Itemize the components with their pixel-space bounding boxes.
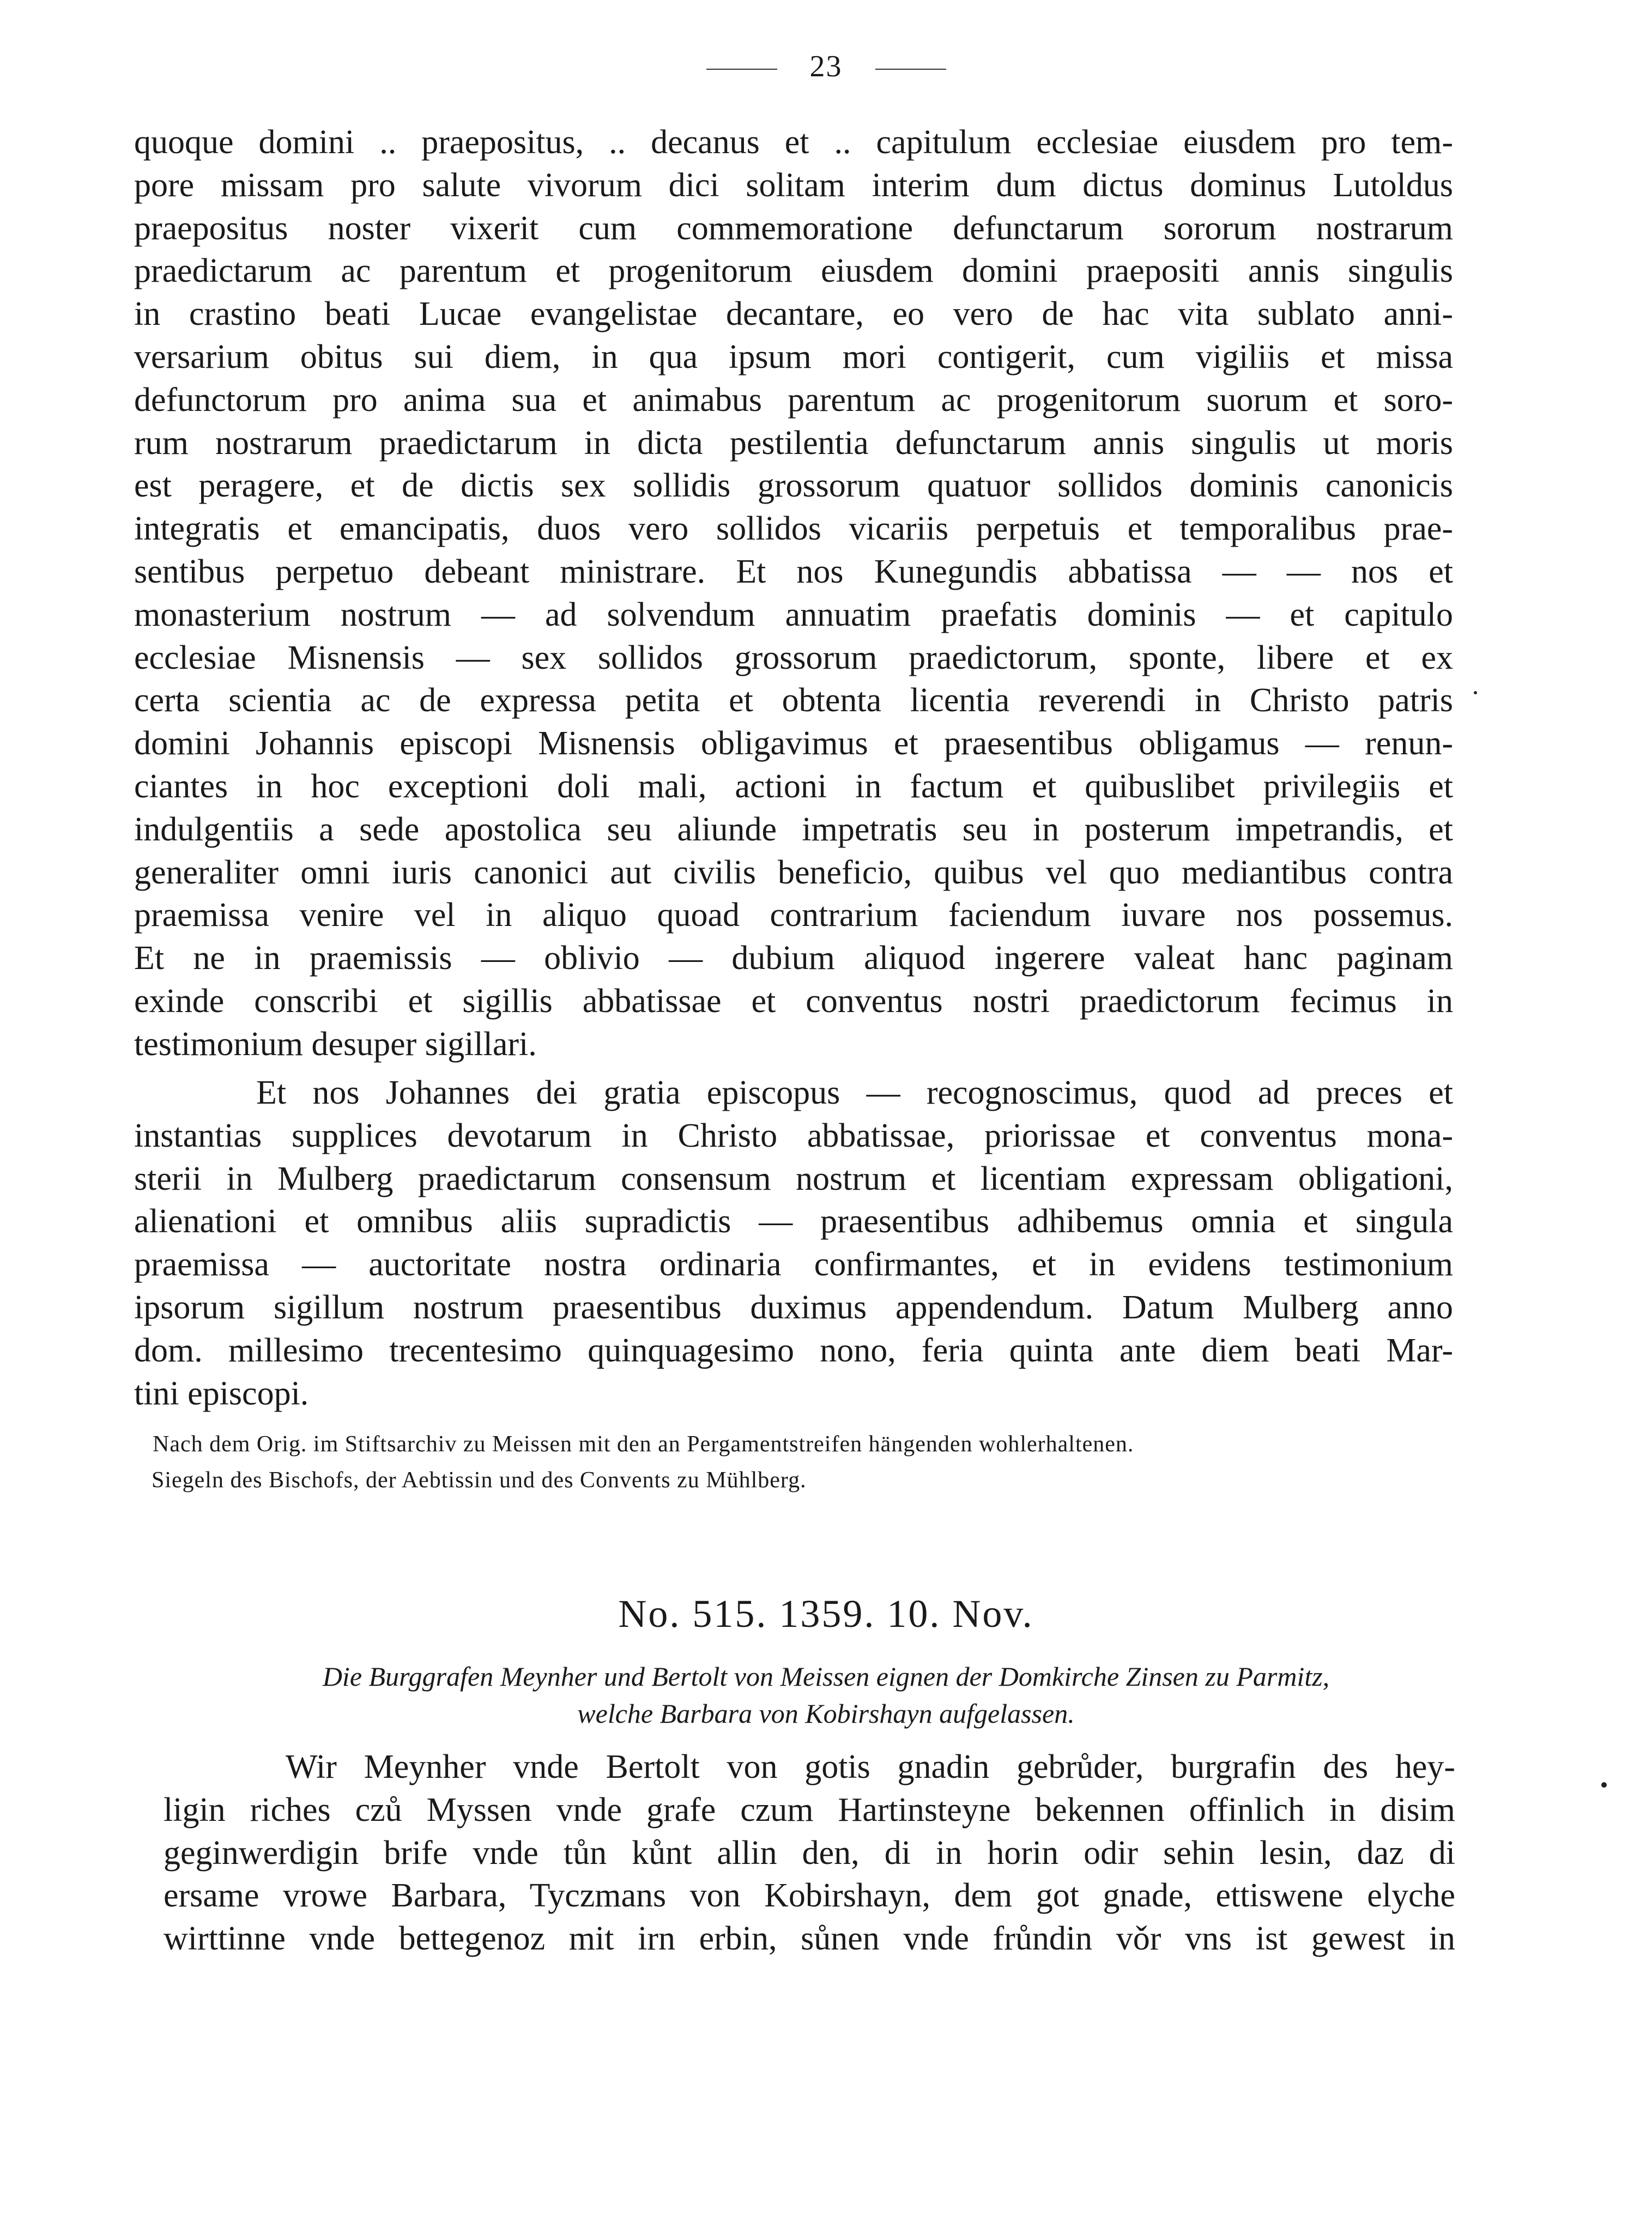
text-line: alienationi et omnibus aliis supradictis — praesentibus adhibemus omnia et singula bbox=[134, 1203, 1453, 1240]
text-line: monasterium nostrum — ad solvendum annuatim praefatis dominis — et capitulo bbox=[134, 596, 1453, 633]
print-speck bbox=[1474, 691, 1477, 694]
text-line: in crastino beati Lucae evangelistae decantare, eo vero de hac vita sublato anni- bbox=[134, 295, 1453, 333]
text-line: Wir Meynher vnde Bertolt von gotis gnadin gebrůder, burgrafin des hey- bbox=[286, 1748, 1455, 1785]
bishop-confirmation-paragraph bbox=[134, 1071, 1453, 1415]
print-speck bbox=[1601, 1782, 1607, 1788]
text-line: ersame vrowe Barbara, Tyczmans von Kobirshayn, dem got gnade, ettiswene elyche bbox=[164, 1877, 1455, 1915]
text-line: exinde conscribi et sigillis abbatissae et conventus nostri praedictorum fecimus in bbox=[134, 982, 1453, 1020]
text-line: testimonium desuper sigillari. bbox=[134, 1025, 537, 1063]
document-heading: No. 515. 1359. 10. Nov. bbox=[618, 1592, 1034, 1636]
text-line: dom. millesimo trecentesimo quinquagesimo nono, feria quinta ante diem beati Mar- bbox=[134, 1331, 1453, 1369]
text-line: ipsorum sigillum nostrum praesentibus duximus appendendum. Datum Mulberg anno bbox=[134, 1288, 1453, 1326]
text-line: geginwerdigin brife vnde tůn kůnt allin den, di in horin odir sehin lesin, daz di bbox=[164, 1834, 1455, 1872]
text-line: ecclesiae Misnensis — sex sollidos grossorum praedictorum, sponte, libere et ex bbox=[134, 639, 1453, 676]
note-line: Siegeln des Bischofs, der Aebtissin und des Convents zu Mühlberg. bbox=[152, 1468, 807, 1493]
document-summary bbox=[0, 1658, 1652, 1732]
page-header bbox=[0, 49, 1652, 84]
german-charter-text bbox=[164, 1746, 1455, 1960]
text-line: indulgentiis a sede apostolica seu aliunde impetratis seu in posterum impetrandis, et bbox=[134, 810, 1453, 848]
text-line: defunctorum pro anima sua et animabus parentum ac progenitorum suorum et soro- bbox=[134, 381, 1453, 419]
text-line: pore missam pro salute vivorum dici solitam interim dum dictus dominus Lutoldus bbox=[134, 166, 1453, 204]
text-line: ciantes in hoc exceptioni doli mali, actioni in factum et quibuslibet privilegiis et bbox=[134, 767, 1453, 805]
text-line: Et ne in praemissis — oblivio — dubium aliquod ingerere valeat hanc paginam bbox=[134, 940, 1453, 977]
text-line: versarium obitus sui diem, in qua ipsum mori contigerit, cum vigiliis et missa bbox=[134, 338, 1453, 376]
page-number: 23 bbox=[809, 50, 843, 83]
text-line: tini episcopi. bbox=[134, 1375, 309, 1412]
text-line: praedictarum ac parentum et progenitorum eiusdem domini praepositi annis singulis bbox=[134, 252, 1453, 290]
text-line: praemissa venire vel in aliquo quoad contrarium faciendum iuvare nos possemus. bbox=[134, 897, 1453, 934]
text-line: praepositus noster vixerit cum commemoratione defunctarum sororum nostrarum bbox=[134, 209, 1453, 247]
text-line: certa scientia ac de expressa petita et obtenta licentia reverendi in Christo patris bbox=[134, 682, 1453, 719]
text-line: est peragere, et de dictis sex sollidis grossorum quatuor sollidos dominis canonicis bbox=[134, 467, 1453, 505]
text-line: wirttinne vnde bettegenoz mit irn erbin, sůnen vnde frůndin vǒr vns ist gewest in bbox=[164, 1920, 1455, 1958]
text-line: quoque domini .. praepositus, .. decanus et .. capitulum ecclesiae eiusdem pro tem- bbox=[134, 124, 1453, 161]
summary-line: Die Burggrafen Meynher und Bertolt von Meissen eignen der Domkirche Zinsen zu Parmitz, bbox=[322, 1661, 1330, 1692]
source-note bbox=[153, 1426, 1472, 1498]
note-line: Nach dem Orig. im Stiftsarchiv zu Meissen mit den an Pergamentstreifen hängenden wohlerhaltenen. bbox=[153, 1432, 1134, 1457]
text-line: sentibus perpetuo debeant ministrare. Et nos Kunegundis abbatissa — — nos et bbox=[134, 553, 1453, 590]
text-line: Et nos Johannes dei gratia episcopus — recognoscimus, quod ad preces et bbox=[256, 1074, 1453, 1111]
summary-line: welche Barbara von Kobirshayn aufgelassen. bbox=[577, 1698, 1075, 1729]
text-line: praemissa — auctoritate nostra ordinaria confirmantes, et in evidens testimonium bbox=[134, 1246, 1453, 1283]
latin-text-continued bbox=[134, 121, 1453, 1066]
text-line: rum nostrarum praedictarum in dicta pestilentia defunctarum annis singulis ut moris bbox=[134, 424, 1453, 462]
header-rule-left bbox=[706, 69, 777, 70]
text-line: sterii in Mulberg praedictarum consensum nostrum et licentiam expressam obligationi, bbox=[134, 1160, 1453, 1197]
text-line: generaliter omni iuris canonici aut civilis beneficio, quibus vel quo mediantibus contra bbox=[134, 853, 1453, 891]
text-line: integratis et emancipatis, duos vero sollidos vicariis perpetuis et temporalibus prae- bbox=[134, 510, 1453, 548]
text-line: instantias supplices devotarum in Christo abbatissae, priorissae et conventus mona- bbox=[134, 1117, 1453, 1154]
text-line: ligin riches czů Myssen vnde grafe czum Hartinsteyne bekennen offinlich in disim bbox=[164, 1791, 1455, 1828]
header-rule-right bbox=[875, 69, 946, 70]
text-line: domini Johannis episcopi Misnensis obligavimus et praesentibus obligamus — renun- bbox=[134, 725, 1453, 762]
